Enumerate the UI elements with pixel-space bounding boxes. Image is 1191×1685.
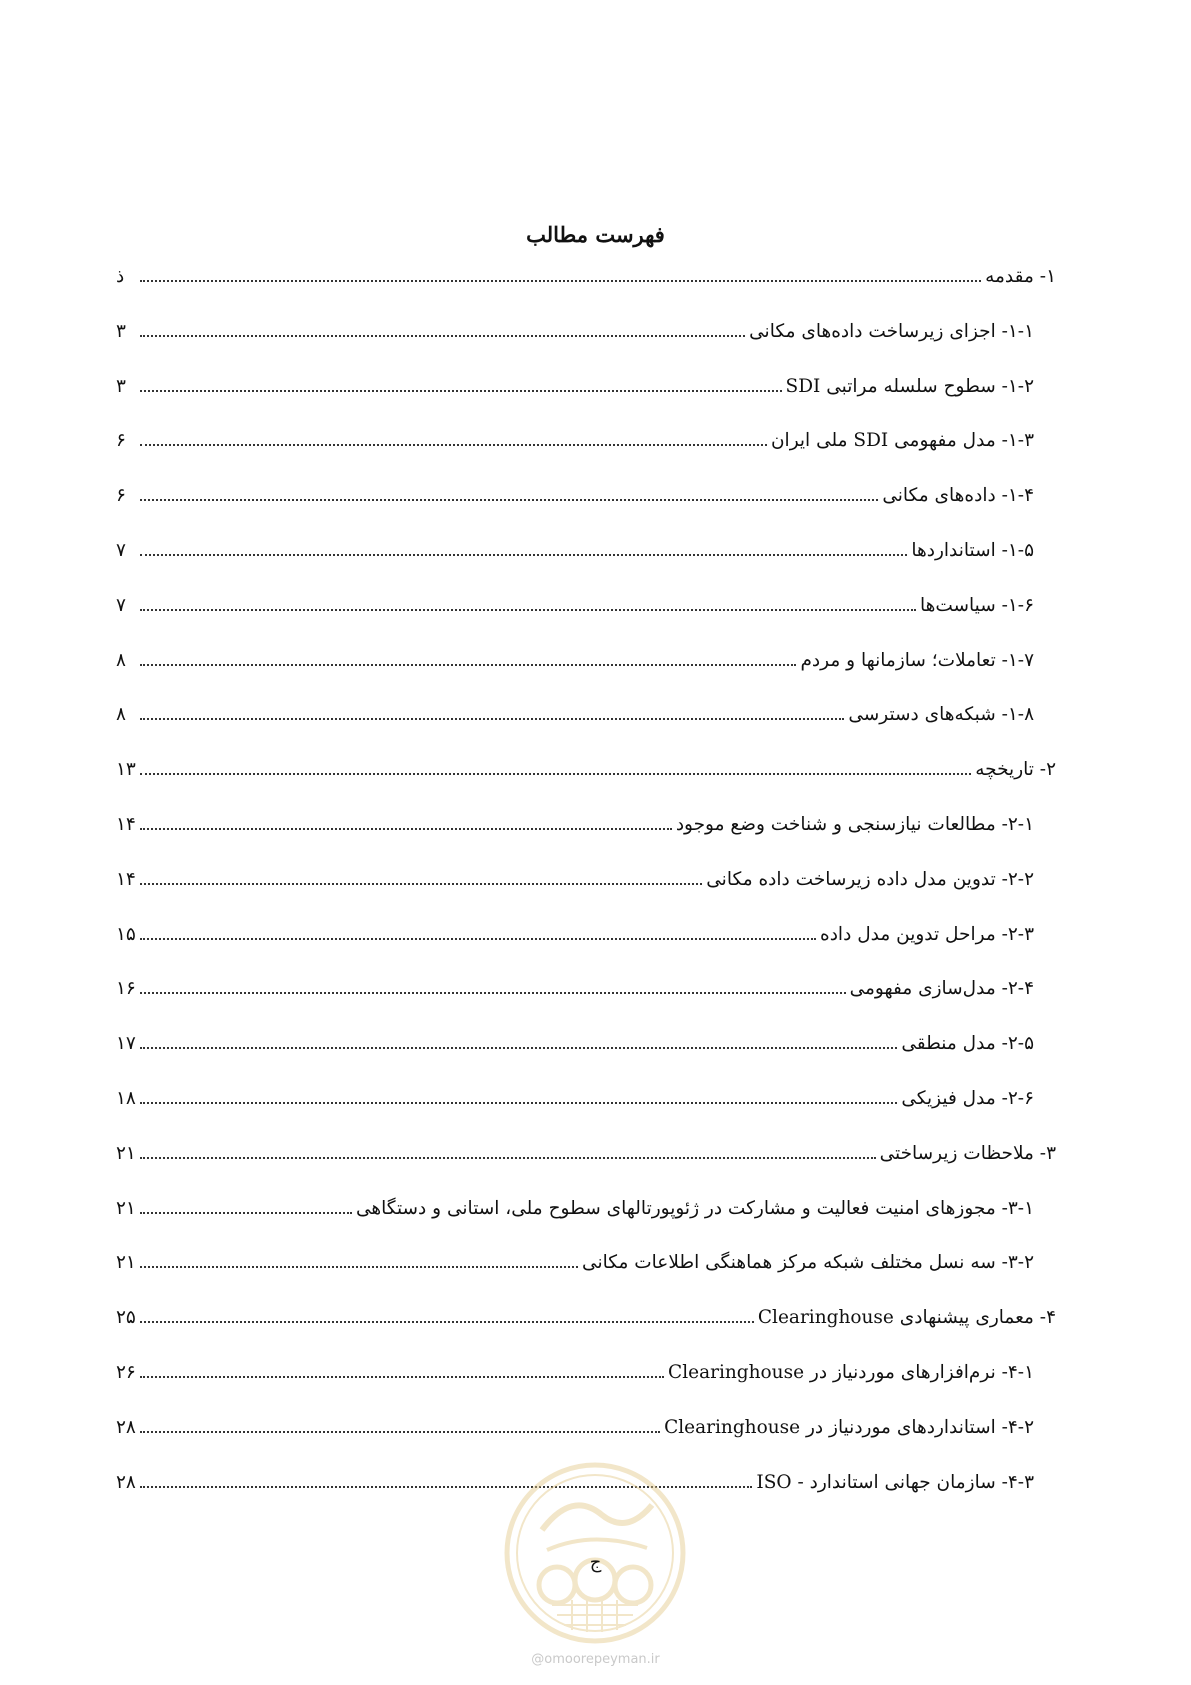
toc-entry-label: ۱- مقدمه xyxy=(985,266,1056,287)
toc-entry-label: ۲-۲- تدوین مدل داده زیرساخت داده مکانی xyxy=(706,868,1034,890)
toc-entry[interactable] xyxy=(116,650,1056,705)
toc-entry-page: ۲۵ xyxy=(116,1307,136,1329)
table-of-contents xyxy=(116,266,1056,1526)
toc-leader-dots xyxy=(140,991,846,994)
toc-entry-label: ۱-۲- سطوح سلسله مراتبی SDI xyxy=(785,375,1034,397)
toc-entry[interactable] xyxy=(116,1252,1056,1307)
toc-entry[interactable] xyxy=(116,704,1056,759)
toc-entry-page: ۶ xyxy=(116,430,126,452)
toc-entry-page: ۷ xyxy=(116,539,126,561)
toc-entry-label: ۳- ملاحظات زیرساختی xyxy=(879,1142,1056,1164)
toc-entry[interactable] xyxy=(116,376,1056,431)
toc-entry-label: ۲-۳- مراحل تدوین مدل داده xyxy=(820,923,1034,945)
toc-entry-page: ۲۸ xyxy=(116,1471,136,1493)
toc-leader-dots xyxy=(140,1265,578,1268)
toc-leader-dots xyxy=(140,553,907,556)
toc-leader-dots xyxy=(140,1156,876,1159)
toc-entry[interactable] xyxy=(116,1143,1056,1198)
toc-entry-label: ۲-۱- مطالعات نیازسنجی و شناخت وضع موجود xyxy=(675,813,1034,835)
toc-entry-label: ۴- معماری پیشنهادی Clearinghouse xyxy=(757,1307,1056,1329)
toc-entry-page: ۲۶ xyxy=(116,1361,136,1383)
toc-entry[interactable] xyxy=(116,814,1056,869)
toc-entry-label: ۱-۴- داده‌های مکانی xyxy=(882,485,1034,507)
toc-leader-dots xyxy=(140,498,878,501)
toc-entry-label: ۳-۱- مجوزهای امنیت فعالیت و مشارکت در ژئوپورتالهای سطوح ملی، استانی و دستگاهی xyxy=(355,1197,1034,1219)
toc-entry-page: ۱۳ xyxy=(116,759,136,781)
toc-leader-dots xyxy=(140,937,816,940)
page-number: ج xyxy=(589,1552,602,1573)
toc-entry-page: ذ xyxy=(116,266,125,287)
toc-entry-page: ۸ xyxy=(116,704,126,726)
toc-entry-label: ۱-۱- اجزای زیرساخت داده‌های مکانی xyxy=(749,320,1034,342)
toc-leader-dots xyxy=(140,1101,897,1104)
toc-entry-page: ۲۱ xyxy=(116,1252,136,1274)
toc-entry-page: ۷ xyxy=(116,594,126,616)
toc-entry-label: ۱-۵- استانداردها xyxy=(911,539,1034,561)
toc-entry-page: ۳ xyxy=(116,320,126,342)
toc-entry-label: ۲-۶- مدل فیزیکی xyxy=(901,1087,1034,1109)
toc-entry[interactable] xyxy=(116,266,1056,321)
toc-entry-page: ۲۱ xyxy=(116,1197,136,1219)
toc-entry-page: ۱۴ xyxy=(116,868,136,890)
toc-entry-label: ۳-۲- سه نسل مختلف شبکه مرکز هماهنگی اطلاعات مکانی xyxy=(582,1252,1034,1274)
toc-leader-dots xyxy=(140,443,767,446)
toc-entry[interactable] xyxy=(116,321,1056,376)
toc-leader-dots xyxy=(140,1375,664,1378)
toc-entry[interactable] xyxy=(116,1033,1056,1088)
website-watermark: @omoorepeyman.ir xyxy=(531,1652,660,1667)
toc-entry-label: ۱-۷- تعاملات؛ سازمانها و مردم xyxy=(800,649,1034,671)
toc-leader-dots xyxy=(140,1211,352,1214)
toc-leader-dots xyxy=(140,827,672,830)
toc-leader-dots xyxy=(140,389,782,392)
toc-entry-label: ۲-۵- مدل منطقی xyxy=(901,1033,1034,1055)
toc-entry[interactable] xyxy=(116,1088,1056,1143)
toc-entry-label: ۴-۳- سازمان جهانی استاندارد - ISO xyxy=(756,1471,1034,1493)
toc-leader-dots xyxy=(140,1320,754,1323)
toc-entry[interactable] xyxy=(116,759,1056,814)
page-title: فهرست مطالب xyxy=(526,222,665,247)
toc-entry-page: ۱۸ xyxy=(116,1087,136,1109)
toc-entry[interactable] xyxy=(116,485,1056,540)
toc-entry-page: ۸ xyxy=(116,649,126,671)
toc-entry[interactable] xyxy=(116,1198,1056,1253)
toc-entry-label: ۲-۴- مدل‌سازی مفهومی xyxy=(849,978,1034,1000)
toc-entry-page: ۳ xyxy=(116,375,126,397)
toc-entry[interactable] xyxy=(116,869,1056,924)
toc-leader-dots xyxy=(140,279,981,282)
toc-entry[interactable] xyxy=(116,1307,1056,1362)
toc-entry-page: ۲۸ xyxy=(116,1416,136,1438)
toc-leader-dots xyxy=(140,717,844,720)
toc-entry-label: ۲- تاریخچه xyxy=(975,759,1056,781)
toc-entry[interactable] xyxy=(116,924,1056,979)
toc-entry[interactable] xyxy=(116,1362,1056,1417)
toc-entry-page: ۲۱ xyxy=(116,1142,136,1164)
toc-entry-page: ۶ xyxy=(116,485,126,507)
toc-leader-dots xyxy=(140,1430,660,1433)
toc-entry-page: ۱۶ xyxy=(116,978,136,1000)
toc-leader-dots xyxy=(140,882,702,885)
toc-entry[interactable] xyxy=(116,540,1056,595)
toc-leader-dots xyxy=(140,772,971,775)
toc-entry[interactable] xyxy=(116,595,1056,650)
toc-entry-label: ۴-۱- نرم‌افزارهای موردنیاز در Clearinghouse xyxy=(668,1361,1034,1383)
toc-entry-page: ۱۴ xyxy=(116,813,136,835)
toc-entry[interactable] xyxy=(116,430,1056,485)
toc-entry-label: ۴-۲- استانداردهای موردنیاز در Clearinghouse xyxy=(664,1416,1034,1438)
toc-entry-label: ۱-۳- مدل مفهومی SDI ملی ایران xyxy=(770,430,1034,452)
toc-entry[interactable] xyxy=(116,978,1056,1033)
toc-entry-page: ۱۷ xyxy=(116,1033,136,1055)
toc-entry-label: ۱-۶- سیاست‌ها xyxy=(919,594,1034,616)
toc-leader-dots xyxy=(140,663,796,666)
toc-entry-label: ۱-۸- شبکه‌های دسترسی xyxy=(848,704,1034,726)
toc-leader-dots xyxy=(140,334,745,337)
toc-leader-dots xyxy=(140,1046,897,1049)
toc-leader-dots xyxy=(140,608,916,611)
toc-entry-page: ۱۵ xyxy=(116,923,136,945)
